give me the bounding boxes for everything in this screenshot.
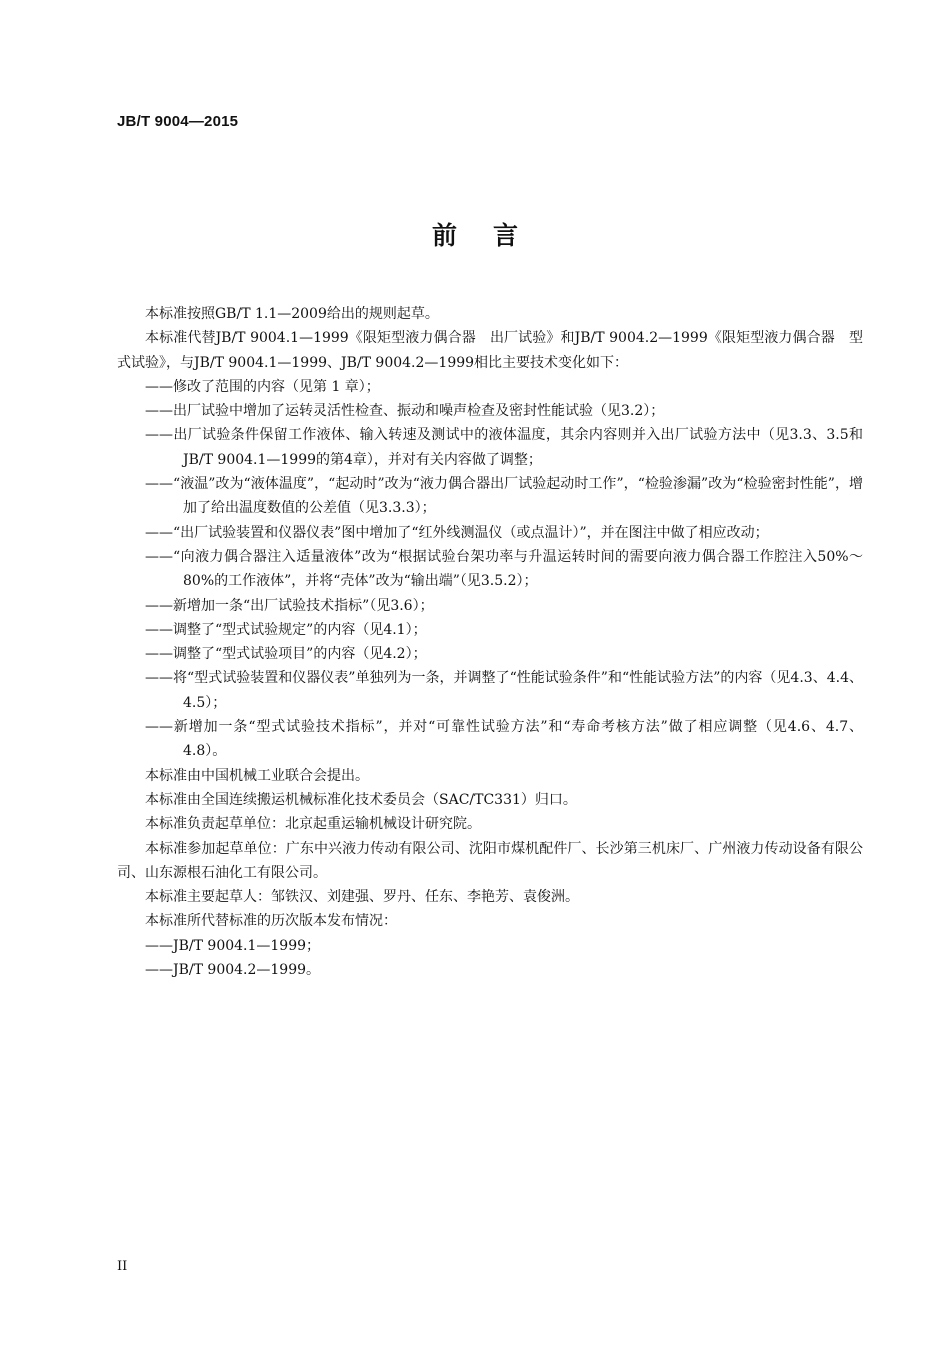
change-item: ——新增加一条“型式试验技术指标”，并对“可靠性试验方法”和“寿命考核方法”做了相应调整（见4.6、4.7、4.8）。 <box>145 719 863 760</box>
history-item: ——JB/T 9004.1—1999； <box>145 937 321 954</box>
change-item: ——调整了“型式试验项目”的内容（见4.2）； <box>145 646 427 663</box>
paragraph: 本标准由中国机械工业联合会提出。 <box>145 767 369 784</box>
change-item: ——修改了范围的内容（见第 1 章）； <box>145 378 380 395</box>
paragraph: 本标准按照GB/T 1.1—2009给出的规则起草。 <box>145 306 439 322</box>
page-title: 前言 <box>431 221 554 250</box>
change-item: ——“向液力偶合器注入适量液体”改为“根据试验台架功率与升温运转时间的需要向液力偶合器工作腔注入50%～80%的工作液体”，并将“壳体”改为“输出端”（见3.5.2）； <box>145 548 863 590</box>
change-item: ——将“型式试验装置和仪器仪表”单独列为一条，并调整了“性能试验条件”和“性能试验方法”的内容（见4.3、4.4、4.5）； <box>145 670 863 711</box>
change-item: ——“出厂试验装置和仪器仪表”图中增加了“红外线测温仪（或点温计）”，并在图注中做了相应改动； <box>145 524 769 541</box>
page-number: II <box>117 1259 128 1274</box>
paragraph: 本标准所代替标准的历次版本发布情况： <box>145 913 397 930</box>
paragraph: 本标准代替JB/T 9004.1—1999《限矩型液力偶合器 出厂试验》和JB/T 9004.2—1999《限矩型液力偶合器 型式试验》，与JB/T 9004.1—1999、JB/T 9004.2—1999相比主要技术变化如下： <box>117 330 863 371</box>
paragraph: 本标准负责起草单位：北京起重运输机械设计研究院。 <box>145 816 481 833</box>
change-item: ——出厂试验中增加了运转灵活性检查、振动和噪声检查及密封性能试验（见3.2）； <box>145 403 665 420</box>
history-item: ——JB/T 9004.2—1999。 <box>145 962 321 979</box>
paragraph: 本标准主要起草人：邹铁汉、刘建强、罗丹、任东、李艳芳、袁俊洲。 <box>145 889 579 906</box>
change-item: ——“液温”改为“液体温度”，“起动时”改为“液力偶合器出厂试验起动时工作”，“检验渗漏”改为“检验密封性能”，增加了给出温度数值的公差值（见3.3.3）； <box>145 476 863 517</box>
change-item: ——出厂试验条件保留工作液体、输入转速及测试中的液体温度，其余内容则并入出厂试验方法中（见3.3、3.5和JB/T 9004.1—1999的第4章），并对有关内容做了调整； <box>145 427 863 468</box>
document-code-header: JB/T 9004—2015 <box>117 113 239 130</box>
document-body <box>117 302 863 982</box>
paragraph: 本标准参加起草单位：广东中兴液力传动有限公司、沈阳市煤机配件厂、长沙第三机床厂、广州液力传动设备有限公司、山东源根石油化工有限公司。 <box>117 840 863 881</box>
paragraph: 本标准由全国连续搬运机械标准化技术委员会（SAC/TC331）归口。 <box>145 791 577 808</box>
change-item: ——调整了“型式试验规定”的内容（见4.1）； <box>145 621 427 638</box>
change-item: ——新增加一条“出厂试验技术指标”（见3.6）； <box>145 597 434 614</box>
